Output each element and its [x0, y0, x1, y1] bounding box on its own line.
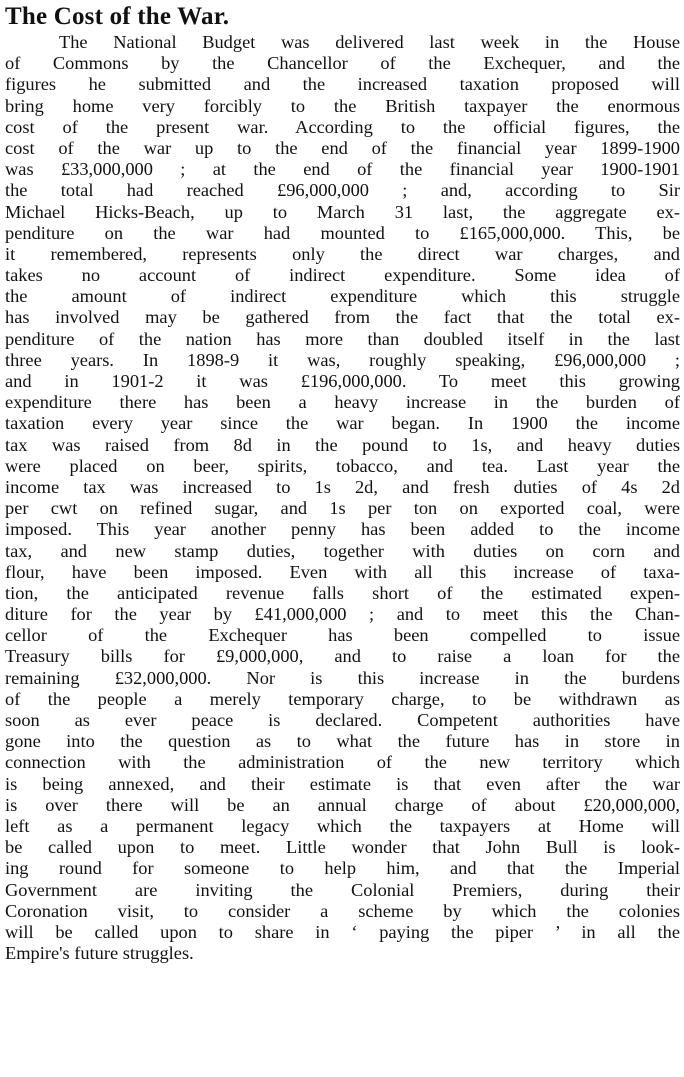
text-line: the total had reached £96,000,000 ; and, according to Sir — [5, 180, 680, 201]
text-line: Michael Hicks-Beach, up to March 31 last, the aggregate ex- — [5, 201, 680, 222]
text-line: three years. In 1898-9 it was, roughly speaking, £96,000,000 ; — [5, 349, 680, 370]
text-line: expenditure there has been a heavy increase in the burden of — [5, 392, 680, 413]
text-line: Government are inviting the Colonial Premiers, during their — [5, 879, 680, 900]
text-line: penditure of the nation has more than doubled itself in the last — [5, 328, 680, 349]
text-line: per cwt on refined sugar, and 1s per ton on exported coal, were — [5, 498, 680, 519]
text-line: of the people a merely temporary charge, to be withdrawn as — [5, 688, 680, 709]
text-line: soon as ever peace is declared. Competent authorities have — [5, 710, 680, 730]
text-line: tion, the anticipated revenue falls short of the estimated expen- — [5, 582, 680, 603]
text-line: tax was raised from 8d in the pound to 1s, and heavy duties — [5, 434, 680, 455]
text-line: The National Budget was delivered last week in the House — [59, 32, 680, 52]
text-line: will be called upon to share in ‘ paying the piper ’ in all the — [5, 921, 680, 942]
text-line: cellor of the Exchequer has been compelled to issue — [5, 625, 680, 646]
text-line: and in 1901-2 it was £196,000,000. To meet this growing — [5, 371, 680, 391]
text-line: it remembered, represents only the direct war charges, and — [5, 243, 680, 264]
text-line: diture for the year by £41,000,000 ; and to meet this the Chan- — [5, 604, 680, 625]
text-line: the amount of indirect expenditure which this struggle — [5, 286, 680, 307]
text-line: be called upon to meet. Little wonder that John Bull is look- — [5, 837, 680, 858]
text-line: tax, and new stamp duties, together with duties on corn and — [5, 540, 680, 561]
text-line: bring home very forcibly to the British taxpayer the enormous — [5, 95, 680, 116]
text-line: taxation every year since the war began. In 1900 the income — [5, 413, 680, 434]
text-line: left as a permanent legacy which the taxpayers at Home will — [5, 815, 680, 836]
text-line: connection with the administration of the new territory which — [5, 752, 680, 773]
text-line: cost of the war up to the end of the financial year 1899-1900 — [5, 137, 680, 158]
article-title: The Cost of the War. — [5, 3, 230, 30]
text-line: Empire's future struggles. — [5, 943, 194, 964]
text-line: Coronation visit, to consider a scheme by which the colonies — [5, 900, 680, 921]
text-line: income tax was increased to 1s 2d, and fresh duties of 4s 2d — [5, 476, 680, 497]
text-line: Treasury bills for £9,000,000, and to raise a loan for the — [5, 646, 680, 667]
text-line: is over there will be an annual charge of about £20,000,000, — [5, 794, 680, 815]
text-line: takes no account of indirect expenditure. Some idea of — [5, 265, 680, 286]
text-line: cost of the present war. According to the official figures, the — [5, 116, 680, 137]
text-line: remaining £32,000,000. Nor is this increase in the burdens — [5, 667, 680, 688]
text-line: figures he submitted and the increased taxation proposed will — [5, 74, 680, 95]
text-line: penditure on the war had mounted to £165,000,000. This, be — [5, 222, 680, 243]
text-line: of Commons by the Chancellor of the Exchequer, and the — [5, 53, 680, 74]
text-line: is being annexed, and their estimate is that even after the war — [5, 773, 680, 794]
text-line: were placed on beer, spirits, tobacco, and tea. Last year the — [5, 455, 680, 476]
text-line: was £33,000,000 ; at the end of the financial year 1900-1901 — [5, 159, 680, 180]
text-line: ing round for someone to help him, and that the Imperial — [5, 858, 680, 879]
text-line: gone into the question as to what the future has in store in — [5, 731, 680, 752]
text-line: flour, have been imposed. Even with all this increase of taxa- — [5, 561, 680, 582]
article-body — [5, 32, 680, 964]
text-line: imposed. This year another penny has been added to the income — [5, 519, 680, 540]
text-line: has involved may be gathered from the fact that the total ex- — [5, 307, 680, 328]
